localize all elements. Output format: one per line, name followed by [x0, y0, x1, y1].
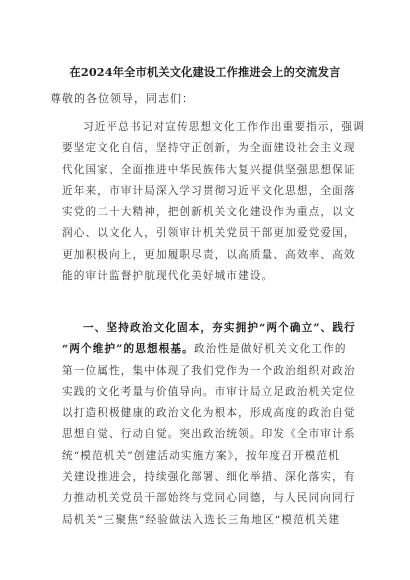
paragraph-line: 统“模范机关”创建活动实施方案》，按年度召开模范机: [62, 449, 340, 462]
paragraph-line: 近年来，市审计局深入学习贯彻习近平文化思想，全面落: [62, 184, 356, 197]
paragraph-line: 代化国家、全面推进中华民族伟大复兴提供坚强思想保证: [62, 163, 356, 176]
paragraph-line: 实践的文化考量与价值导向。市审计局立足政治机关定位: [62, 385, 356, 398]
salutation: 尊敬的各位领导，同志们：: [50, 92, 194, 105]
paragraph-1: [62, 117, 365, 287]
paragraph-line: 力推动机关党员干部始终与党同心同德，与人民同向同行: [62, 492, 356, 505]
paragraph-line: 实党的二十大精神，把创新机关文化建设作为重点，以文: [62, 206, 356, 219]
paragraph-line: 以打造积极健康的政治文化为根本，形成高度的政治自觉: [62, 407, 356, 420]
paragraph-line: 要坚定文化自信，坚持守正创新，为全面建设社会主义现: [62, 142, 356, 155]
section-heading-end: “两个维护”的思想根基。: [62, 343, 194, 356]
paragraph-line: 习近平总书记对宣传思想文化工作作出重要指示，强调: [83, 121, 365, 133]
paragraph-line: 局机关“三聚焦”经验做法入选长三角地区“模范机关建: [62, 513, 341, 526]
paragraph-line: 能的审计监督护航现代化美好城市建设。: [62, 270, 274, 283]
document-title: 在2024年全市机关文化建设工作推进会上的交流发言: [69, 65, 341, 79]
paragraph-text: 政治性是做好机关文化工作的: [193, 343, 347, 356]
paragraph-line: 关建设推进会，持续强化部署、细化举措、深化落实，有: [62, 471, 356, 484]
paragraph-line: 润心、以文化人，引领审计机关党员干部更加爱党爱国，: [62, 227, 356, 240]
paragraph-line: 第一位属性，集中体现了我们党作为一个政治组织对政治: [62, 364, 356, 377]
section-heading-line: 一、坚持政治文化固本，夯实拥护“两个确立”、践行: [83, 322, 356, 334]
paragraph-line: 思想自觉、行动自觉。突出政治统领。印发《全市审计系: [62, 428, 356, 441]
paragraph-line: 更加积极向上，更加履职尽责，以高质量、高效率、高效: [62, 248, 356, 261]
paragraph-2: [62, 318, 356, 531]
paragraph-line: [62, 339, 352, 360]
